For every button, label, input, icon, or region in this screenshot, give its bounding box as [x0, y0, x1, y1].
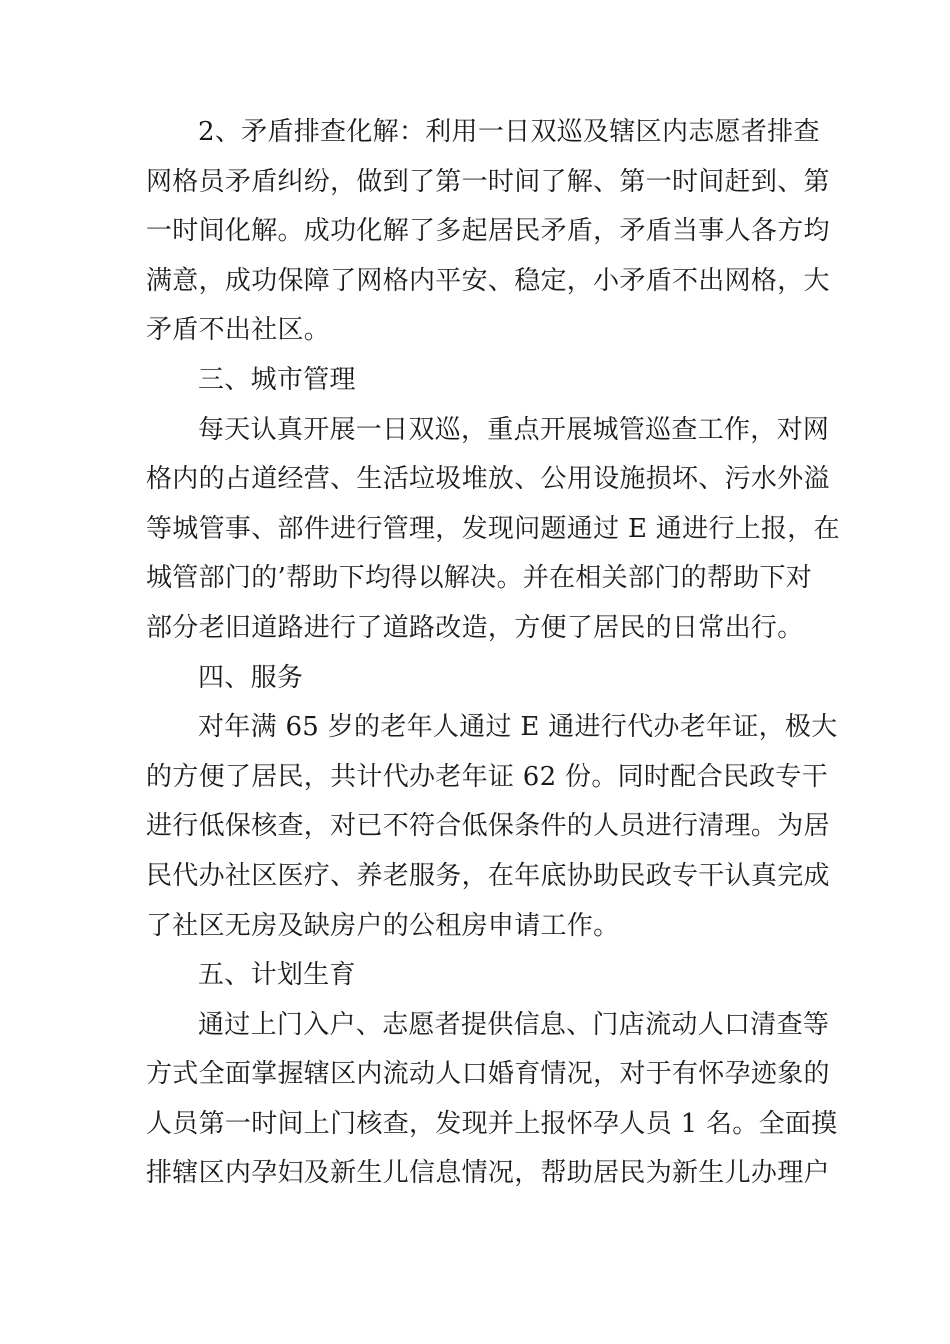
text-line: 2、矛盾排查化解：利用一日双巡及辖区内志愿者排查	[198, 117, 820, 147]
text-line: 方式全面掌握辖区内流动人口婚育情况，对于有怀孕迹象的	[146, 1059, 830, 1090]
text-line: 进行低保核查，对已不符合低保条件的人员进行清理。为居	[146, 811, 830, 842]
text-line: 满意，成功保障了网格内平安、稳定，小矛盾不出网格，大	[146, 265, 830, 296]
text-line: 矛盾不出社区。	[146, 315, 331, 346]
text-line: 对年满 65 岁的老年人通过 E 通进行代办老年证，极大	[198, 712, 838, 743]
paragraph-conflict-resolution	[146, 108, 830, 356]
text-line: 部分老旧道路进行了道路改造，方便了居民的日常出行。	[146, 612, 804, 643]
text-line: 格内的占道经营、生活垃圾堆放、公用设施损坏、污水外溢	[146, 464, 830, 495]
text-line: 的方便了居民，共计代办老年证 62 份。同时配合民政专干	[146, 761, 829, 792]
text-line: 等城管事、部件进行管理，发现问题通过 E 通进行上报，在	[146, 513, 840, 544]
text-line: 每天认真开展一日双巡，重点开展城管巡查工作，对网	[198, 414, 830, 445]
paragraph-service	[146, 703, 838, 951]
paragraph-family-planning	[146, 1001, 838, 1199]
text-line: 人员第一时间上门核查，发现并上报怀孕人员 1 名。全面摸	[146, 1108, 838, 1139]
text-line: 通过上门入户、志愿者提供信息、门店流动人口清查等	[198, 1009, 830, 1040]
text-line: 排辖区内孕妇及新生儿信息情况，帮助居民为新生儿办理户	[146, 1158, 830, 1189]
text-line: 网格员矛盾纠纷，做到了第一时间了解、第一时间赶到、第	[146, 166, 830, 197]
section-heading-family-planning: 五、计划生育	[198, 960, 356, 991]
section-heading-city-management: 三、城市管理	[198, 364, 356, 395]
text-line: 了社区无房及缺房户的公租房申请工作。	[146, 910, 620, 941]
paragraph-city-management	[146, 406, 840, 654]
text-line: 城管部门的’帮助下均得以解决。并在相关部门的帮助下对	[146, 563, 813, 594]
text-line: 民代办社区医疗、养老服务，在年底协助民政专干认真完成	[146, 860, 830, 891]
section-heading-service: 四、服务	[198, 662, 304, 693]
document-page	[146, 108, 840, 1199]
text-line: 一时间化解。成功化解了多起居民矛盾，矛盾当事人各方均	[146, 216, 830, 247]
